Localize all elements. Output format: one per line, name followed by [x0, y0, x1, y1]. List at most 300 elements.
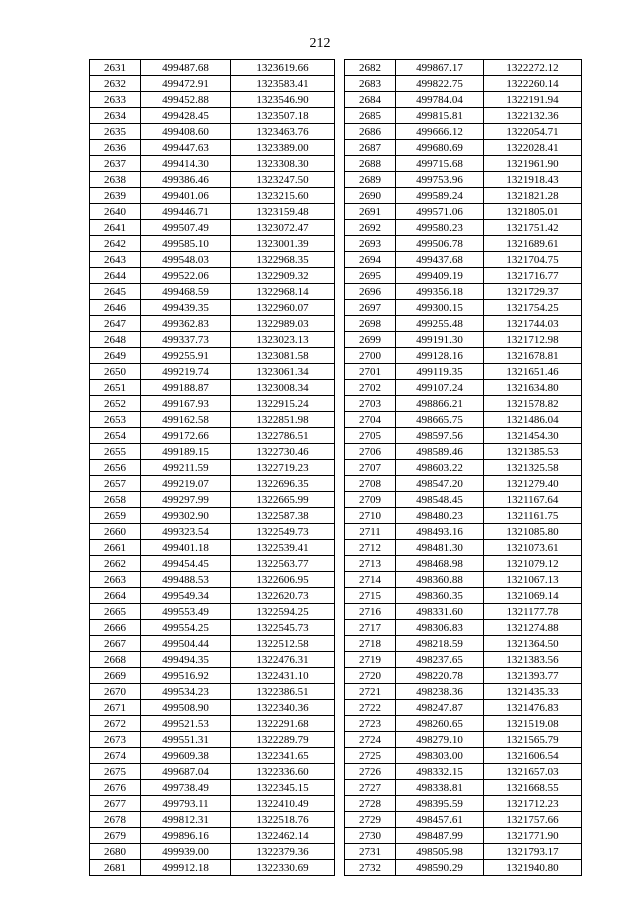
y-coordinate-cell: 1322291.68	[231, 716, 335, 732]
y-coordinate-cell: 1321918.43	[484, 172, 582, 188]
x-coordinate-cell: 498338.81	[396, 780, 484, 796]
table-row	[345, 492, 582, 508]
table-row	[90, 508, 335, 524]
y-coordinate-cell: 1323583.41	[231, 76, 335, 92]
y-coordinate-cell: 1321712.23	[484, 796, 582, 812]
point-number-cell: 2643	[90, 252, 141, 268]
table-row	[90, 572, 335, 588]
y-coordinate-cell: 1322054.71	[484, 124, 582, 140]
table-row	[345, 460, 582, 476]
table-row	[90, 396, 335, 412]
point-number-cell: 2687	[345, 140, 396, 156]
table-row	[90, 364, 335, 380]
y-coordinate-cell: 1323008.34	[231, 380, 335, 396]
x-coordinate-cell: 498589.46	[396, 444, 484, 460]
x-coordinate-cell: 499896.16	[141, 828, 231, 844]
table-row	[90, 764, 335, 780]
y-coordinate-cell: 1322549.73	[231, 524, 335, 540]
y-coordinate-cell: 1322191.94	[484, 92, 582, 108]
y-coordinate-cell: 1321565.79	[484, 732, 582, 748]
y-coordinate-cell: 1323546.90	[231, 92, 335, 108]
table-row	[90, 332, 335, 348]
table-row	[90, 812, 335, 828]
point-number-cell: 2714	[345, 572, 396, 588]
y-coordinate-cell: 1322336.60	[231, 764, 335, 780]
y-coordinate-cell: 1322960.07	[231, 300, 335, 316]
x-coordinate-cell: 499446.71	[141, 204, 231, 220]
table-row	[345, 636, 582, 652]
x-coordinate-cell: 499337.73	[141, 332, 231, 348]
point-number-cell: 2679	[90, 828, 141, 844]
point-number-cell: 2671	[90, 700, 141, 716]
point-number-cell: 2684	[345, 92, 396, 108]
y-coordinate-cell: 1322606.95	[231, 572, 335, 588]
point-number-cell: 2709	[345, 492, 396, 508]
table-row	[345, 668, 582, 684]
x-coordinate-cell: 499534.23	[141, 684, 231, 700]
x-coordinate-cell: 498247.87	[396, 700, 484, 716]
x-coordinate-cell: 498481.30	[396, 540, 484, 556]
table-row	[90, 588, 335, 604]
y-coordinate-cell: 1322028.41	[484, 140, 582, 156]
point-number-cell: 2729	[345, 812, 396, 828]
point-number-cell: 2677	[90, 796, 141, 812]
table-row	[90, 540, 335, 556]
y-coordinate-cell: 1323619.66	[231, 60, 335, 76]
y-coordinate-cell: 1321519.08	[484, 716, 582, 732]
point-number-cell: 2662	[90, 556, 141, 572]
point-number-cell: 2723	[345, 716, 396, 732]
x-coordinate-cell: 498547.20	[396, 476, 484, 492]
point-number-cell: 2649	[90, 348, 141, 364]
point-number-cell: 2653	[90, 412, 141, 428]
point-number-cell: 2710	[345, 508, 396, 524]
y-coordinate-cell: 1323072.47	[231, 220, 335, 236]
y-coordinate-cell: 1322132.36	[484, 108, 582, 124]
x-coordinate-cell: 499609.38	[141, 748, 231, 764]
point-number-cell: 2715	[345, 588, 396, 604]
y-coordinate-cell: 1323247.50	[231, 172, 335, 188]
y-coordinate-cell: 1322341.65	[231, 748, 335, 764]
table-row	[345, 796, 582, 812]
table-row	[345, 380, 582, 396]
point-number-cell: 2673	[90, 732, 141, 748]
x-coordinate-cell: 499506.78	[396, 236, 484, 252]
x-coordinate-cell: 499191.30	[396, 332, 484, 348]
table-row	[345, 124, 582, 140]
point-number-cell: 2700	[345, 348, 396, 364]
point-number-cell: 2711	[345, 524, 396, 540]
table-row	[345, 812, 582, 828]
point-number-cell: 2718	[345, 636, 396, 652]
point-number-cell: 2666	[90, 620, 141, 636]
table-row	[90, 380, 335, 396]
y-coordinate-cell: 1321167.64	[484, 492, 582, 508]
x-coordinate-cell: 499494.35	[141, 652, 231, 668]
point-number-cell: 2695	[345, 268, 396, 284]
x-coordinate-cell: 499386.46	[141, 172, 231, 188]
y-coordinate-cell: 1321651.46	[484, 364, 582, 380]
table-row	[90, 108, 335, 124]
point-number-cell: 2650	[90, 364, 141, 380]
point-number-cell: 2706	[345, 444, 396, 460]
x-coordinate-cell: 498468.98	[396, 556, 484, 572]
point-number-cell: 2727	[345, 780, 396, 796]
table-row	[345, 60, 582, 76]
table-row	[345, 572, 582, 588]
coordinates-table-right	[344, 59, 582, 876]
y-coordinate-cell: 1323308.30	[231, 156, 335, 172]
y-coordinate-cell: 1321657.03	[484, 764, 582, 780]
point-number-cell: 2642	[90, 236, 141, 252]
point-number-cell: 2644	[90, 268, 141, 284]
x-coordinate-cell: 499302.90	[141, 508, 231, 524]
y-coordinate-cell: 1322620.73	[231, 588, 335, 604]
x-coordinate-cell: 499571.06	[396, 204, 484, 220]
y-coordinate-cell: 1321161.75	[484, 508, 582, 524]
table-row	[90, 556, 335, 572]
x-coordinate-cell: 499507.49	[141, 220, 231, 236]
point-number-cell: 2691	[345, 204, 396, 220]
point-number-cell: 2635	[90, 124, 141, 140]
table-row	[90, 716, 335, 732]
point-number-cell: 2728	[345, 796, 396, 812]
x-coordinate-cell: 498665.75	[396, 412, 484, 428]
point-number-cell: 2681	[90, 860, 141, 876]
coordinates-table-left	[89, 59, 335, 876]
x-coordinate-cell: 499428.45	[141, 108, 231, 124]
point-number-cell: 2658	[90, 492, 141, 508]
point-number-cell: 2651	[90, 380, 141, 396]
x-coordinate-cell: 499255.48	[396, 316, 484, 332]
x-coordinate-cell: 498590.29	[396, 860, 484, 876]
y-coordinate-cell: 1321716.77	[484, 268, 582, 284]
x-coordinate-cell: 499162.58	[141, 412, 231, 428]
table-row	[345, 428, 582, 444]
y-coordinate-cell: 1322730.46	[231, 444, 335, 460]
point-number-cell: 2656	[90, 460, 141, 476]
y-coordinate-cell: 1323507.18	[231, 108, 335, 124]
y-coordinate-cell: 1321793.17	[484, 844, 582, 860]
y-coordinate-cell: 1322696.35	[231, 476, 335, 492]
x-coordinate-cell: 499812.31	[141, 812, 231, 828]
table-row	[345, 300, 582, 316]
table-row	[345, 92, 582, 108]
x-coordinate-cell: 499414.30	[141, 156, 231, 172]
table-row	[90, 860, 335, 876]
y-coordinate-cell: 1321274.88	[484, 620, 582, 636]
point-number-cell: 2646	[90, 300, 141, 316]
table-row	[90, 844, 335, 860]
point-number-cell: 2726	[345, 764, 396, 780]
x-coordinate-cell: 499939.00	[141, 844, 231, 860]
table-row	[90, 252, 335, 268]
x-coordinate-cell: 498395.59	[396, 796, 484, 812]
table-row	[345, 76, 582, 92]
table-row	[90, 60, 335, 76]
table-row	[345, 684, 582, 700]
page-number: 212	[309, 36, 331, 51]
x-coordinate-cell: 498218.59	[396, 636, 484, 652]
point-number-cell: 2719	[345, 652, 396, 668]
point-number-cell: 2705	[345, 428, 396, 444]
x-coordinate-cell: 499784.04	[396, 92, 484, 108]
point-number-cell: 2685	[345, 108, 396, 124]
x-coordinate-cell: 499401.06	[141, 188, 231, 204]
y-coordinate-cell: 1322851.98	[231, 412, 335, 428]
point-number-cell: 2688	[345, 156, 396, 172]
table-row	[90, 492, 335, 508]
table-row	[345, 332, 582, 348]
point-number-cell: 2655	[90, 444, 141, 460]
point-number-cell: 2674	[90, 748, 141, 764]
y-coordinate-cell: 1322518.76	[231, 812, 335, 828]
point-number-cell: 2701	[345, 364, 396, 380]
y-coordinate-cell: 1321689.61	[484, 236, 582, 252]
table-row	[345, 412, 582, 428]
point-number-cell: 2720	[345, 668, 396, 684]
table-row	[345, 220, 582, 236]
x-coordinate-cell: 499680.69	[396, 140, 484, 156]
point-number-cell: 2694	[345, 252, 396, 268]
point-number-cell: 2713	[345, 556, 396, 572]
point-number-cell: 2661	[90, 540, 141, 556]
point-number-cell: 2664	[90, 588, 141, 604]
y-coordinate-cell: 1321067.13	[484, 572, 582, 588]
table-row	[345, 828, 582, 844]
y-coordinate-cell: 1321486.04	[484, 412, 582, 428]
y-coordinate-cell: 1322260.14	[484, 76, 582, 92]
table-row	[345, 732, 582, 748]
x-coordinate-cell: 499409.19	[396, 268, 484, 284]
table-row	[345, 108, 582, 124]
x-coordinate-cell: 498306.83	[396, 620, 484, 636]
x-coordinate-cell: 498603.22	[396, 460, 484, 476]
x-coordinate-cell: 498457.61	[396, 812, 484, 828]
y-coordinate-cell: 1321634.80	[484, 380, 582, 396]
x-coordinate-cell: 499323.54	[141, 524, 231, 540]
table-row	[345, 604, 582, 620]
point-number-cell: 2712	[345, 540, 396, 556]
table-row	[90, 188, 335, 204]
x-coordinate-cell: 498220.78	[396, 668, 484, 684]
y-coordinate-cell: 1322345.15	[231, 780, 335, 796]
x-coordinate-cell: 499548.03	[141, 252, 231, 268]
y-coordinate-cell: 1321668.55	[484, 780, 582, 796]
point-number-cell: 2686	[345, 124, 396, 140]
y-coordinate-cell: 1322909.32	[231, 268, 335, 284]
x-coordinate-cell: 499549.34	[141, 588, 231, 604]
table-row	[345, 172, 582, 188]
x-coordinate-cell: 499487.68	[141, 60, 231, 76]
point-number-cell: 2665	[90, 604, 141, 620]
point-number-cell: 2707	[345, 460, 396, 476]
y-coordinate-cell: 1322289.79	[231, 732, 335, 748]
x-coordinate-cell: 499297.99	[141, 492, 231, 508]
point-number-cell: 2669	[90, 668, 141, 684]
table-row	[345, 268, 582, 284]
x-coordinate-cell: 499401.18	[141, 540, 231, 556]
y-coordinate-cell: 1322594.25	[231, 604, 335, 620]
point-number-cell: 2634	[90, 108, 141, 124]
x-coordinate-cell: 499504.44	[141, 636, 231, 652]
table-row	[90, 668, 335, 684]
x-coordinate-cell: 498360.35	[396, 588, 484, 604]
x-coordinate-cell: 498238.36	[396, 684, 484, 700]
x-coordinate-cell: 499255.91	[141, 348, 231, 364]
x-coordinate-cell: 499554.25	[141, 620, 231, 636]
point-number-cell: 2638	[90, 172, 141, 188]
y-coordinate-cell: 1321771.90	[484, 828, 582, 844]
y-coordinate-cell: 1322476.31	[231, 652, 335, 668]
x-coordinate-cell: 499585.10	[141, 236, 231, 252]
x-coordinate-cell: 499687.04	[141, 764, 231, 780]
y-coordinate-cell: 1321704.75	[484, 252, 582, 268]
point-number-cell: 2632	[90, 76, 141, 92]
table-row	[90, 268, 335, 284]
point-number-cell: 2717	[345, 620, 396, 636]
table-row	[345, 284, 582, 300]
x-coordinate-cell: 499437.68	[396, 252, 484, 268]
table-row	[90, 780, 335, 796]
x-coordinate-cell: 499815.81	[396, 108, 484, 124]
point-number-cell: 2690	[345, 188, 396, 204]
table-row	[90, 828, 335, 844]
y-coordinate-cell: 1321821.28	[484, 188, 582, 204]
x-coordinate-cell: 498279.10	[396, 732, 484, 748]
x-coordinate-cell: 499219.07	[141, 476, 231, 492]
x-coordinate-cell: 498331.60	[396, 604, 484, 620]
point-number-cell: 2731	[345, 844, 396, 860]
point-number-cell: 2699	[345, 332, 396, 348]
y-coordinate-cell: 1321476.83	[484, 700, 582, 716]
x-coordinate-cell: 498505.98	[396, 844, 484, 860]
y-coordinate-cell: 1322340.36	[231, 700, 335, 716]
table-row	[90, 284, 335, 300]
point-number-cell: 2696	[345, 284, 396, 300]
x-coordinate-cell: 499522.06	[141, 268, 231, 284]
table-row	[345, 476, 582, 492]
table-row	[345, 652, 582, 668]
y-coordinate-cell: 1322719.23	[231, 460, 335, 476]
table-row	[90, 460, 335, 476]
point-number-cell: 2660	[90, 524, 141, 540]
x-coordinate-cell: 499300.15	[396, 300, 484, 316]
x-coordinate-cell: 499580.23	[396, 220, 484, 236]
x-coordinate-cell: 499219.74	[141, 364, 231, 380]
x-coordinate-cell: 499793.11	[141, 796, 231, 812]
x-coordinate-cell: 499472.91	[141, 76, 231, 92]
table-row	[90, 204, 335, 220]
point-number-cell: 2640	[90, 204, 141, 220]
y-coordinate-cell: 1321757.66	[484, 812, 582, 828]
table-row	[345, 252, 582, 268]
x-coordinate-cell: 499468.59	[141, 284, 231, 300]
point-number-cell: 2652	[90, 396, 141, 412]
y-coordinate-cell: 1322587.38	[231, 508, 335, 524]
table-row	[345, 620, 582, 636]
table-row	[345, 844, 582, 860]
x-coordinate-cell: 498332.15	[396, 764, 484, 780]
point-number-cell: 2645	[90, 284, 141, 300]
point-number-cell: 2703	[345, 396, 396, 412]
point-number-cell: 2692	[345, 220, 396, 236]
y-coordinate-cell: 1321606.54	[484, 748, 582, 764]
table-row	[90, 428, 335, 444]
y-coordinate-cell: 1323215.60	[231, 188, 335, 204]
y-coordinate-cell: 1323061.34	[231, 364, 335, 380]
table-row	[90, 476, 335, 492]
point-number-cell: 2675	[90, 764, 141, 780]
y-coordinate-cell: 1321279.40	[484, 476, 582, 492]
y-coordinate-cell: 1321454.30	[484, 428, 582, 444]
x-coordinate-cell: 499356.18	[396, 284, 484, 300]
y-coordinate-cell: 1321073.61	[484, 540, 582, 556]
y-coordinate-cell: 1322563.77	[231, 556, 335, 572]
table-row	[345, 540, 582, 556]
x-coordinate-cell: 499912.18	[141, 860, 231, 876]
table-row	[345, 140, 582, 156]
table-row	[90, 796, 335, 812]
x-coordinate-cell: 498487.99	[396, 828, 484, 844]
y-coordinate-cell: 1321435.33	[484, 684, 582, 700]
point-number-cell: 2708	[345, 476, 396, 492]
x-coordinate-cell: 498866.21	[396, 396, 484, 412]
table-row	[90, 684, 335, 700]
y-coordinate-cell: 1321364.50	[484, 636, 582, 652]
y-coordinate-cell: 1322462.14	[231, 828, 335, 844]
x-coordinate-cell: 499454.45	[141, 556, 231, 572]
x-coordinate-cell: 499128.16	[396, 348, 484, 364]
y-coordinate-cell: 1322968.35	[231, 252, 335, 268]
y-coordinate-cell: 1322512.58	[231, 636, 335, 652]
point-number-cell: 2682	[345, 60, 396, 76]
point-number-cell: 2732	[345, 860, 396, 876]
y-coordinate-cell: 1322915.24	[231, 396, 335, 412]
table-row	[90, 172, 335, 188]
table-row	[90, 604, 335, 620]
point-number-cell: 2633	[90, 92, 141, 108]
y-coordinate-cell: 1321079.12	[484, 556, 582, 572]
y-coordinate-cell: 1322386.51	[231, 684, 335, 700]
point-number-cell: 2730	[345, 828, 396, 844]
table-row	[90, 156, 335, 172]
point-number-cell: 2647	[90, 316, 141, 332]
x-coordinate-cell: 499589.24	[396, 188, 484, 204]
y-coordinate-cell: 1323001.39	[231, 236, 335, 252]
x-coordinate-cell: 498260.65	[396, 716, 484, 732]
x-coordinate-cell: 499188.87	[141, 380, 231, 396]
point-number-cell: 2639	[90, 188, 141, 204]
x-coordinate-cell: 499107.24	[396, 380, 484, 396]
point-number-cell: 2702	[345, 380, 396, 396]
y-coordinate-cell: 1321729.37	[484, 284, 582, 300]
point-number-cell: 2680	[90, 844, 141, 860]
y-coordinate-cell: 1323159.48	[231, 204, 335, 220]
point-number-cell: 2654	[90, 428, 141, 444]
x-coordinate-cell: 499172.66	[141, 428, 231, 444]
x-coordinate-cell: 499167.93	[141, 396, 231, 412]
table-row	[345, 188, 582, 204]
point-number-cell: 2678	[90, 812, 141, 828]
x-coordinate-cell: 499551.31	[141, 732, 231, 748]
point-number-cell: 2636	[90, 140, 141, 156]
y-coordinate-cell: 1321385.53	[484, 444, 582, 460]
x-coordinate-cell: 499211.59	[141, 460, 231, 476]
table-row	[345, 156, 582, 172]
table-row	[90, 700, 335, 716]
x-coordinate-cell: 499715.68	[396, 156, 484, 172]
